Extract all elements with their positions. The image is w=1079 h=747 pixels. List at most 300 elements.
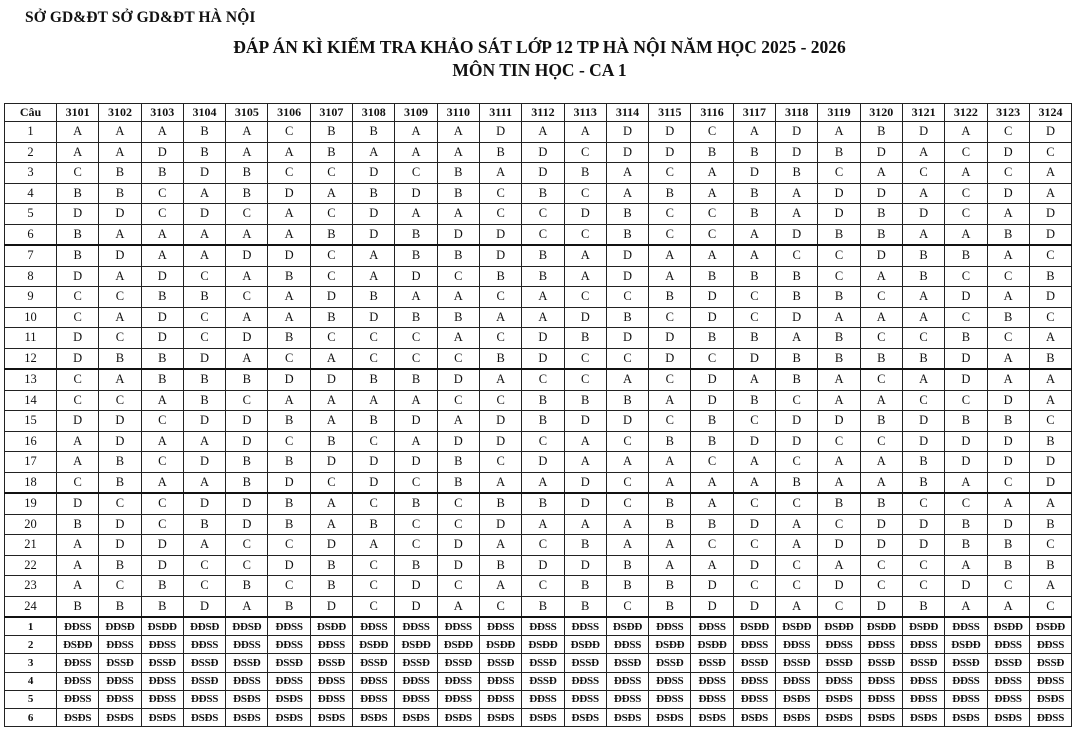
- answer-cell: D: [395, 183, 437, 204]
- answer-cell: A: [57, 122, 99, 143]
- answer-cell: ĐĐSS: [818, 636, 860, 654]
- answer-cell: ĐĐSS: [860, 672, 902, 690]
- answer-cell: C: [57, 472, 99, 493]
- answer-cell: ĐĐSS: [226, 636, 268, 654]
- answer-cell: A: [395, 390, 437, 411]
- answer-cell: ĐĐSS: [860, 690, 902, 708]
- answer-cell: D: [226, 514, 268, 535]
- mc-answer-row: [5, 576, 1072, 597]
- answer-cell: D: [183, 204, 225, 225]
- answer-cell: ĐSSĐ: [522, 654, 564, 672]
- answer-cell: A: [987, 287, 1029, 308]
- answer-cell: ĐSĐS: [141, 708, 183, 726]
- answer-cell: B: [226, 163, 268, 184]
- answer-cell: D: [987, 514, 1029, 535]
- column-header-exam-code: 3116: [691, 104, 733, 122]
- answer-cell: B: [57, 224, 99, 245]
- answer-cell: D: [353, 472, 395, 493]
- answer-cell: B: [437, 183, 479, 204]
- answer-cell: ĐSĐS: [733, 708, 775, 726]
- answer-cell: B: [141, 348, 183, 369]
- tf-answer-row: [5, 690, 1072, 708]
- answer-cell: B: [141, 369, 183, 390]
- answer-cell: D: [479, 224, 521, 245]
- answer-cell: D: [818, 183, 860, 204]
- answer-cell: C: [733, 287, 775, 308]
- answer-cell: C: [691, 452, 733, 473]
- answer-cell: A: [987, 493, 1029, 514]
- answer-cell: D: [1029, 472, 1071, 493]
- answer-cell: C: [818, 163, 860, 184]
- answer-cell: B: [1029, 348, 1071, 369]
- answer-cell: B: [141, 163, 183, 184]
- answer-cell: A: [522, 472, 564, 493]
- document-title: ĐÁP ÁN KÌ KIỂM TRA KHẢO SÁT LỚP 12 TP HÀ NỘI NĂM HỌC 2025 - 2026: [233, 37, 846, 57]
- answer-cell: ĐĐSS: [141, 672, 183, 690]
- answer-cell: ĐSĐS: [860, 708, 902, 726]
- answer-cell: B: [99, 555, 141, 576]
- answer-cell: C: [268, 535, 310, 556]
- answer-cell: D: [141, 307, 183, 328]
- answer-cell: A: [606, 535, 648, 556]
- answer-cell: C: [564, 348, 606, 369]
- answer-cell: A: [691, 555, 733, 576]
- answer-cell: A: [141, 431, 183, 452]
- answer-cell: B: [310, 122, 352, 143]
- answer-cell: ĐĐSS: [57, 654, 99, 672]
- answer-cell: C: [987, 328, 1029, 349]
- mc-answer-row: [5, 328, 1072, 349]
- answer-cell: C: [987, 122, 1029, 143]
- answer-cell: B: [564, 596, 606, 617]
- answer-cell: B: [353, 183, 395, 204]
- answer-cell: A: [310, 183, 352, 204]
- answer-cell: D: [691, 390, 733, 411]
- answer-cell: ĐSĐĐ: [522, 636, 564, 654]
- answer-cell: B: [395, 369, 437, 390]
- answer-cell: ĐĐSS: [310, 636, 352, 654]
- answer-cell: C: [902, 163, 944, 184]
- answer-cell: C: [353, 328, 395, 349]
- answer-cell: B: [226, 183, 268, 204]
- answer-cell: B: [479, 493, 521, 514]
- answer-cell: D: [564, 411, 606, 432]
- answer-cell: C: [606, 596, 648, 617]
- answer-cell: A: [564, 452, 606, 473]
- answer-cell: A: [268, 224, 310, 245]
- answer-cell: C: [522, 224, 564, 245]
- answer-cell: B: [691, 411, 733, 432]
- answer-cell: D: [1029, 122, 1071, 143]
- answer-cell: ĐSĐS: [268, 708, 310, 726]
- answer-cell: A: [226, 348, 268, 369]
- answer-cell: A: [902, 307, 944, 328]
- answer-cell: B: [141, 287, 183, 308]
- answer-cell: C: [649, 163, 691, 184]
- answer-cell: C: [479, 183, 521, 204]
- answer-cell: A: [649, 390, 691, 411]
- answer-cell: A: [522, 307, 564, 328]
- answer-cell: B: [987, 411, 1029, 432]
- answer-cell: D: [564, 307, 606, 328]
- answer-cell: B: [649, 493, 691, 514]
- answer-cell: A: [606, 514, 648, 535]
- answer-cell: A: [310, 493, 352, 514]
- answer-cell: C: [183, 266, 225, 287]
- answer-cell: C: [818, 245, 860, 266]
- answer-cell: ĐSĐĐ: [353, 636, 395, 654]
- question-number: 7: [5, 245, 57, 266]
- answer-cell: D: [479, 245, 521, 266]
- answer-cell: D: [395, 266, 437, 287]
- answer-cell: D: [57, 493, 99, 514]
- answer-cell: ĐSĐĐ: [564, 636, 606, 654]
- answer-cell: D: [945, 431, 987, 452]
- answer-cell: A: [733, 369, 775, 390]
- answer-cell: D: [691, 576, 733, 597]
- answer-cell: D: [691, 287, 733, 308]
- answer-cell: D: [353, 307, 395, 328]
- answer-cell: B: [564, 390, 606, 411]
- answer-cell: ĐĐSS: [437, 672, 479, 690]
- question-number: 18: [5, 472, 57, 493]
- answer-cell: A: [479, 307, 521, 328]
- answer-cell: ĐĐSS: [902, 690, 944, 708]
- answer-cell: C: [183, 328, 225, 349]
- answer-cell: ĐĐSS: [818, 672, 860, 690]
- answer-cell: A: [99, 369, 141, 390]
- answer-cell: D: [226, 431, 268, 452]
- answer-cell: A: [776, 535, 818, 556]
- answer-cell: D: [776, 224, 818, 245]
- answer-cell: A: [860, 452, 902, 473]
- mc-answer-row: [5, 452, 1072, 473]
- answer-cell: A: [733, 452, 775, 473]
- answer-cell: A: [479, 535, 521, 556]
- answer-cell: ĐĐSS: [353, 617, 395, 636]
- answer-cell: B: [310, 431, 352, 452]
- answer-cell: C: [226, 535, 268, 556]
- mc-answer-row: [5, 493, 1072, 514]
- answer-cell: ĐĐSS: [437, 690, 479, 708]
- answer-cell: B: [945, 245, 987, 266]
- answer-cell: A: [310, 348, 352, 369]
- answer-cell: D: [1029, 224, 1071, 245]
- answer-cell: D: [945, 348, 987, 369]
- answer-cell: C: [141, 452, 183, 473]
- answer-cell: D: [606, 266, 648, 287]
- answer-cell: D: [733, 555, 775, 576]
- answer-cell: D: [310, 535, 352, 556]
- answer-cell: ĐĐSS: [57, 672, 99, 690]
- answer-cell: D: [437, 535, 479, 556]
- answer-cell: C: [437, 348, 479, 369]
- answer-cell: D: [99, 514, 141, 535]
- answer-cell: A: [691, 245, 733, 266]
- answer-cell: C: [564, 224, 606, 245]
- answer-cell: C: [522, 369, 564, 390]
- answer-cell: C: [310, 245, 352, 266]
- answer-cell: A: [479, 163, 521, 184]
- answer-cell: C: [268, 348, 310, 369]
- answer-table: [4, 103, 1072, 727]
- answer-cell: ĐĐSS: [141, 636, 183, 654]
- answer-cell: D: [945, 576, 987, 597]
- answer-cell: B: [606, 576, 648, 597]
- answer-cell: B: [860, 411, 902, 432]
- answer-cell: B: [776, 287, 818, 308]
- answer-cell: C: [99, 287, 141, 308]
- answer-cell: C: [99, 493, 141, 514]
- answer-cell: A: [776, 328, 818, 349]
- answer-cell: D: [945, 452, 987, 473]
- answer-cell: B: [353, 411, 395, 432]
- answer-cell: D: [945, 287, 987, 308]
- answer-cell: B: [649, 576, 691, 597]
- answer-cell: C: [268, 576, 310, 597]
- answer-cell: A: [99, 266, 141, 287]
- answer-cell: C: [57, 307, 99, 328]
- answer-cell: D: [183, 348, 225, 369]
- answer-cell: C: [776, 245, 818, 266]
- answer-cell: ĐĐSS: [183, 636, 225, 654]
- answer-cell: A: [99, 122, 141, 143]
- mc-answer-row: [5, 514, 1072, 535]
- answer-cell: ĐSĐĐ: [649, 636, 691, 654]
- answer-cell: D: [1029, 287, 1071, 308]
- answer-cell: ĐĐSS: [479, 690, 521, 708]
- answer-cell: ĐĐSS: [860, 636, 902, 654]
- answer-cell: ĐSĐS: [226, 708, 268, 726]
- answer-cell: D: [733, 163, 775, 184]
- answer-cell: ĐĐSS: [353, 672, 395, 690]
- answer-cell: A: [395, 431, 437, 452]
- answer-cell: ĐSĐĐ: [733, 617, 775, 636]
- answer-cell: C: [437, 514, 479, 535]
- answer-cell: D: [395, 452, 437, 473]
- mc-answer-row: [5, 369, 1072, 390]
- column-header-exam-code: 3105: [226, 104, 268, 122]
- answer-cell: B: [818, 224, 860, 245]
- answer-cell: D: [437, 224, 479, 245]
- answer-cell: ĐSSĐ: [268, 654, 310, 672]
- question-number: 9: [5, 287, 57, 308]
- answer-cell: B: [310, 142, 352, 163]
- answer-cell: B: [860, 493, 902, 514]
- answer-cell: ĐĐSS: [395, 690, 437, 708]
- answer-cell: ĐĐSS: [987, 636, 1029, 654]
- answer-cell: ĐSĐS: [987, 708, 1029, 726]
- answer-cell: C: [564, 287, 606, 308]
- answer-cell: ĐSSĐ: [776, 654, 818, 672]
- answer-cell: D: [733, 431, 775, 452]
- answer-cell: B: [57, 596, 99, 617]
- answer-cell: D: [226, 328, 268, 349]
- answer-cell: B: [141, 576, 183, 597]
- answer-cell: B: [437, 245, 479, 266]
- answer-cell: B: [268, 328, 310, 349]
- answer-cell: B: [395, 493, 437, 514]
- answer-cell: D: [860, 514, 902, 535]
- answer-cell: C: [987, 163, 1029, 184]
- answer-cell: A: [522, 122, 564, 143]
- answer-cell: D: [310, 287, 352, 308]
- answer-cell: ĐĐSS: [183, 690, 225, 708]
- answer-cell: ĐSSĐ: [395, 654, 437, 672]
- answer-cell: ĐSĐS: [99, 708, 141, 726]
- answer-cell: B: [733, 183, 775, 204]
- answer-cell: A: [987, 369, 1029, 390]
- answer-cell: C: [522, 204, 564, 225]
- answer-cell: B: [860, 224, 902, 245]
- answer-cell: C: [310, 328, 352, 349]
- answer-cell: D: [141, 266, 183, 287]
- column-header-exam-code: 3109: [395, 104, 437, 122]
- answer-cell: B: [818, 287, 860, 308]
- answer-cell: ĐSSĐ: [226, 654, 268, 672]
- answer-cell: D: [141, 142, 183, 163]
- answer-cell: B: [183, 369, 225, 390]
- answer-cell: ĐSĐS: [479, 708, 521, 726]
- answer-cell: D: [776, 122, 818, 143]
- question-number: 1: [5, 122, 57, 143]
- answer-cell: C: [226, 287, 268, 308]
- answer-cell: B: [606, 307, 648, 328]
- answer-cell: A: [141, 224, 183, 245]
- answer-cell: B: [691, 328, 733, 349]
- answer-cell: D: [226, 493, 268, 514]
- answer-cell: C: [522, 535, 564, 556]
- answer-cell: B: [183, 287, 225, 308]
- answer-cell: D: [606, 328, 648, 349]
- question-number: 4: [5, 672, 57, 690]
- answer-cell: ĐSĐS: [268, 690, 310, 708]
- answer-cell: ĐĐSS: [1029, 636, 1071, 654]
- answer-cell: D: [141, 555, 183, 576]
- answer-cell: D: [733, 514, 775, 535]
- answer-cell: ĐSĐS: [353, 708, 395, 726]
- answer-cell: A: [987, 245, 1029, 266]
- answer-cell: ĐĐSS: [733, 636, 775, 654]
- answer-cell: ĐĐSS: [1029, 672, 1071, 690]
- answer-cell: B: [99, 452, 141, 473]
- column-header-exam-code: 3121: [902, 104, 944, 122]
- answer-cell: A: [437, 328, 479, 349]
- mc-answer-row: [5, 224, 1072, 245]
- answer-cell: A: [860, 390, 902, 411]
- answer-cell: D: [818, 535, 860, 556]
- question-number: 11: [5, 328, 57, 349]
- answer-cell: B: [99, 472, 141, 493]
- answer-cell: D: [818, 204, 860, 225]
- answer-cell: ĐSSĐ: [353, 654, 395, 672]
- answer-cell: A: [733, 122, 775, 143]
- answer-cell: B: [902, 472, 944, 493]
- answer-cell: ĐĐSĐ: [99, 617, 141, 636]
- answer-cell: ĐSĐS: [395, 708, 437, 726]
- answer-cell: ĐSSĐ: [141, 654, 183, 672]
- answer-cell: B: [776, 163, 818, 184]
- answer-cell: C: [776, 493, 818, 514]
- mc-answer-row: [5, 431, 1072, 452]
- answer-cell: C: [733, 307, 775, 328]
- answer-cell: A: [395, 122, 437, 143]
- answer-cell: A: [57, 452, 99, 473]
- answer-cell: B: [268, 514, 310, 535]
- answer-cell: ĐSĐĐ: [141, 617, 183, 636]
- column-header-exam-code: 3108: [353, 104, 395, 122]
- answer-cell: B: [437, 307, 479, 328]
- answer-cell: C: [57, 390, 99, 411]
- answer-cell: D: [310, 369, 352, 390]
- tf-answer-row: [5, 672, 1072, 690]
- answer-cell: A: [649, 535, 691, 556]
- answer-cell: ĐSĐĐ: [1029, 617, 1071, 636]
- answer-cell: B: [437, 472, 479, 493]
- tf-answer-row: [5, 654, 1072, 672]
- mc-answer-row: [5, 307, 1072, 328]
- answer-cell: C: [183, 555, 225, 576]
- answer-cell: A: [691, 183, 733, 204]
- answer-cell: C: [564, 183, 606, 204]
- answer-cell: A: [987, 348, 1029, 369]
- answer-cell: B: [183, 390, 225, 411]
- answer-cell: D: [606, 122, 648, 143]
- answer-cell: B: [522, 183, 564, 204]
- answer-cell: A: [437, 411, 479, 432]
- question-number: 8: [5, 266, 57, 287]
- answer-cell: A: [226, 266, 268, 287]
- answer-cell: D: [987, 390, 1029, 411]
- answer-cell: ĐĐSS: [691, 672, 733, 690]
- question-number: 17: [5, 452, 57, 473]
- answer-cell: B: [268, 411, 310, 432]
- answer-cell: A: [564, 266, 606, 287]
- answer-cell: A: [606, 183, 648, 204]
- answer-cell: A: [141, 245, 183, 266]
- answer-cell: C: [733, 576, 775, 597]
- answer-cell: ĐSĐS: [310, 708, 352, 726]
- answer-cell: D: [691, 369, 733, 390]
- answer-cell: A: [268, 307, 310, 328]
- answer-cell: B: [945, 328, 987, 349]
- answer-cell: B: [691, 514, 733, 535]
- answer-cell: ĐĐSS: [649, 690, 691, 708]
- answer-cell: D: [606, 142, 648, 163]
- answer-cell: ĐSSĐ: [183, 672, 225, 690]
- answer-cell: C: [649, 411, 691, 432]
- question-number: 23: [5, 576, 57, 597]
- answer-cell: ĐSSĐ: [818, 654, 860, 672]
- answer-cell: D: [183, 411, 225, 432]
- answer-cell: D: [183, 493, 225, 514]
- answer-cell: ĐĐSS: [479, 617, 521, 636]
- answer-cell: A: [776, 204, 818, 225]
- answer-cell: A: [691, 472, 733, 493]
- answer-cell: C: [226, 555, 268, 576]
- mc-answer-row: [5, 204, 1072, 225]
- answer-cell: D: [902, 204, 944, 225]
- answer-cell: ĐĐSS: [522, 690, 564, 708]
- answer-cell: C: [353, 576, 395, 597]
- answer-cell: D: [606, 245, 648, 266]
- answer-cell: C: [437, 266, 479, 287]
- answer-cell: D: [860, 183, 902, 204]
- answer-cell: A: [437, 287, 479, 308]
- answer-cell: ĐSĐS: [226, 690, 268, 708]
- answer-cell: ĐĐSS: [564, 672, 606, 690]
- answer-cell: C: [437, 493, 479, 514]
